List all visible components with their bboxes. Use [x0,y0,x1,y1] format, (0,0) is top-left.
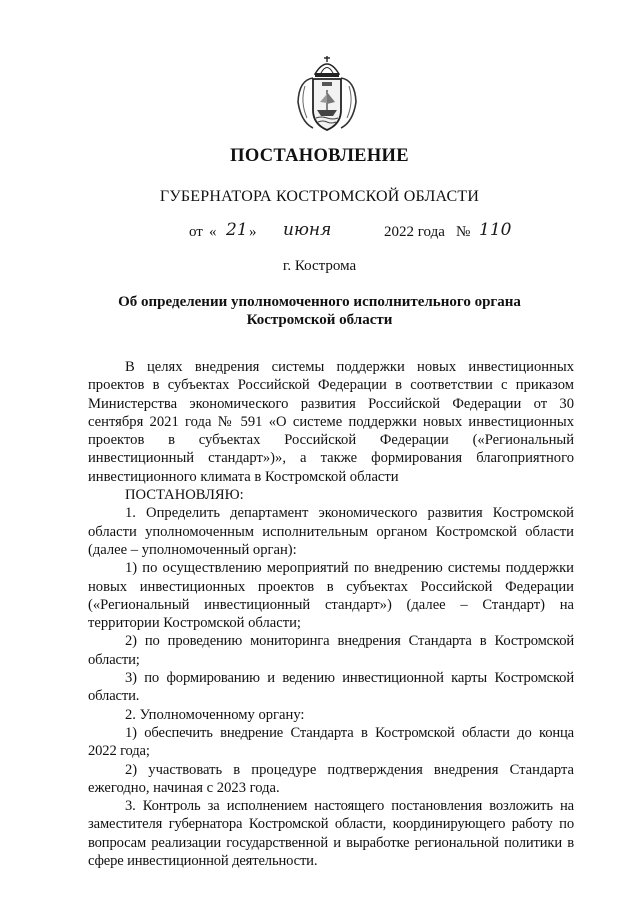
document-body [88,358,574,870]
item-3: 3. Контроль за исполнением настоящего постановления возложить на заместителя губернатора Костромской области, координирующего работу по вопросам реализации государственной и выработке региональной политики в сфере инвестиционной деятельности. [88,798,574,870]
issue-city: г. Кострома [282,258,357,274]
decree-word: ПОСТАНОВЛЯЮ: [125,487,244,504]
item-1-subitem-3: 3) по формированию и ведению инвестиционной карты Костромской области. [88,670,574,705]
item-1-subitem-1: 1) по осуществлению мероприятий по внедрению системы поддержки новых инвестиционных проектов в субъектах Российской Федерации («Региональный инвестиционный стандарт») (далее – Стандарт) на территории Костромской области; [88,560,574,632]
document-title [0,293,639,329]
date-month-handwritten: июня [283,220,332,240]
document-number-handwritten: 110 [479,220,512,240]
document-title-line1: Об определении уполномоченного исполнительного органа [118,294,521,310]
item-1: 1. Определить департамент экономического развития Костромской области уполномоченным исполнительным органом Костромской области (далее – уполномоченный орган): [88,505,574,558]
item-2-subitem-2: 2) участвовать в процедуре подтверждения внедрения Стандарта ежегодно, начиная с 2023 года. [88,761,574,796]
document-type-heading: ПОСТАНОВЛЕНИЕ [230,146,409,166]
document-title-line2: Костромской области [246,312,393,328]
date-close-quote: » [249,224,257,240]
preamble-paragraph: В целях внедрения системы поддержки новых инвестиционных проектов в субъектах Российской Федерации в соответствии с приказом Министерства экономического развития Российской Федерации от 30 сентября 2021 года № 591 «О системе поддержки новых инвестиционных проектов в субъектах Российской Федерации («Региональный инвестиционный стандарт»)», а также формирования благоприятного инвестиционного климата в Костромской области [88,359,574,485]
item-2: 2. Уполномоченному органу: [125,706,305,723]
coat-of-arms-icon [293,52,361,134]
number-label: № [456,224,471,240]
item-2-subitem-1: 1) обеспечить внедрение Стандарта в Костромской области до конца 2022 года; [88,724,574,760]
date-from-label: от [189,224,203,240]
date-number-line [0,222,639,246]
issuer-heading: ГУБЕРНАТОРА КОСТРОМСКОЙ ОБЛАСТИ [159,188,480,205]
date-open-quote: « [209,224,217,240]
date-year: 2022 года [384,224,445,240]
date-day-handwritten: 21 [226,220,248,240]
item-1-subitem-2: 2) по проведению мониторинга внедрения Стандарта в Костромской области; [88,633,574,668]
